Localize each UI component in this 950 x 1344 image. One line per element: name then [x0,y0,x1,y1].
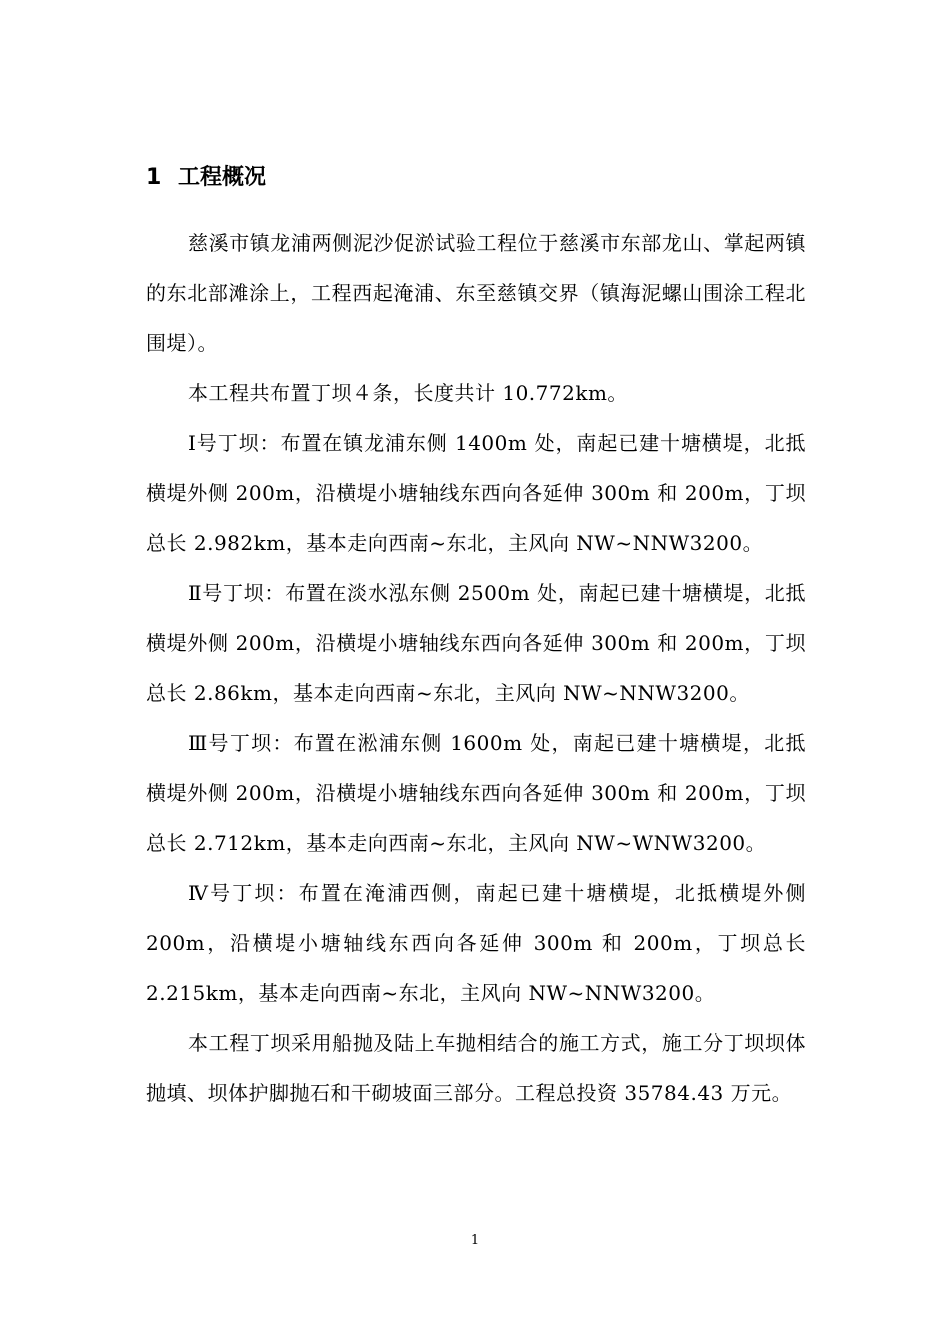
paragraph-summary: 本工程共布置丁坝４条，长度共计 10.772km。 [188,381,628,405]
paragraph-location: 慈溪市镇龙浦两侧泥沙促淤试验工程位于慈溪市东部龙山、掌起两镇的东北部滩涂上，工程西起淹浦、东至慈镇交界（镇海泥螺山围涂工程北围堤）。 [146,231,806,355]
section-number: 1 [146,165,162,190]
section-heading [146,160,266,196]
section-title: 工程概况 [178,165,267,190]
paragraph-groyne-2: Ⅱ号丁坝：布置在淡水泓东侧 2500m 处，南起已建十塘横堤，北抵横堤外侧 200m，沿横堤小塘轴线东西向各延伸 300m 和 200m，丁坝总长 2.86km，基本走向西南~东北，主风向 NW~NNW3200。 [146,581,806,705]
paragraph-groyne-1: Ⅰ号丁坝：布置在镇龙浦东侧 1400m 处，南起已建十塘横堤，北抵横堤外侧 200m，沿横堤小塘轴线东西向各延伸 300m 和 200m，丁坝总长 2.982km，基本走向西南~东北，主风向 NW~NNW3200。 [146,431,806,555]
paragraph-construction-investment: 本工程丁坝采用船抛及陆上车抛相结合的施工方式，施工分丁坝坝体抛填、坝体护脚抛石和干砌坡面三部分。工程总投资 35784.43 万元。 [146,1031,806,1105]
document-body [146,218,806,1118]
page-number: 1 [470,1233,480,1248]
paragraph-groyne-4: Ⅳ号丁坝：布置在淹浦西侧，南起已建十塘横堤，北抵横堤外侧 200m，沿横堤小塘轴线东西向各延伸 300m 和 200m，丁坝总长 2.215km，基本走向西南~东北，主风向 NW~NNW3200。 [146,881,806,1005]
paragraph-groyne-3: Ⅲ号丁坝：布置在淞浦东侧 1600m 处，南起已建十塘横堤，北抵横堤外侧 200m，沿横堤小塘轴线东西向各延伸 300m 和 200m，丁坝总长 2.712km，基本走向西南~东北，主风向 NW~WNW3200。 [146,731,806,855]
